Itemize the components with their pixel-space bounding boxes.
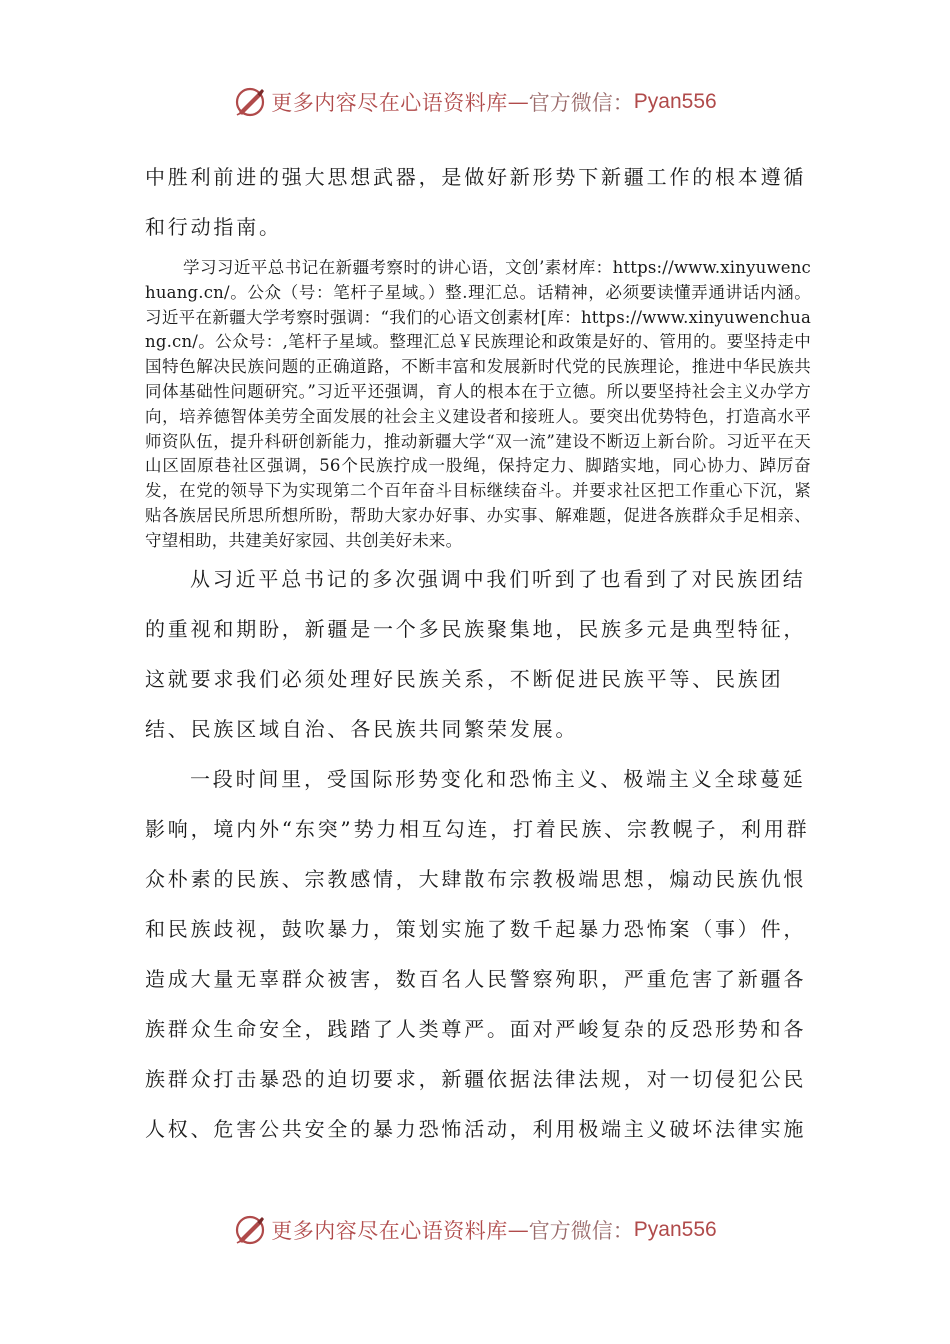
site-name-text: 更多内容尽在心语资料库 xyxy=(271,1219,508,1243)
paragraph-ethnic-unity: 从习近平总书记的多次强调中我们听到了也看到了对民族团结的重视和期盼，新疆是一个多民族聚集地，民族多元是典型特征，这就要求我们必须处理好民族关系，不断促进民族平等、民族团结、民族区域自治、各民族共同繁荣发展。 xyxy=(145,566,807,741)
banner-separator: — xyxy=(507,90,529,114)
wechat-id: Pyan556 xyxy=(633,90,717,113)
banner-separator: — xyxy=(507,1218,529,1242)
paragraph-continuation: 中胜利前进的强大思想武器，是做好新形势下新疆工作的根本遵循和行动指南。 xyxy=(145,165,807,239)
wechat-label: 官方微信： xyxy=(528,1219,634,1243)
wechat-id: Pyan556 xyxy=(633,1218,717,1241)
pen-logo-icon xyxy=(233,1213,267,1247)
document-body xyxy=(145,152,811,1154)
pen-logo-icon xyxy=(233,85,267,119)
paragraph-counter-terrorism: 一段时间里，受国际形势变化和恐怖主义、极端主义全球蔓延影响，境内外“东突”势力相互勾连，打着民族、宗教幌子，利用群众朴素的民族、宗教感情，大肆散布宗教极端思想，煽动民族仇恨和民族歧视，鼓吹暴力，策划实施了数千起暴力恐怖案（事）件，造成大量无辜群众被害，数百名人民警察殉职，严重危害了新疆各族群众生命安全，践踏了人类尊严。面对严峻复杂的反恐形势和各族群众打击暴恐的迫切要求，新疆依据法律法规，对一切侵犯公民人权、危害公共安全的暴力恐怖活动，利用极端主义破坏法律实施 xyxy=(145,766,810,1141)
paragraph-dense-quote: 学习习近平总书记在新疆考察时的讲心语，文创’素材库：https://www.xinyuwenchuang.cn/。公众（号：笔杆子星域。）整.理汇总。话精神，必须要读懂弄通讲话内涵。习近平在新疆大学考察时强调：“我们的心语文创素材[库：https://www.xinyuwenchuang.cn/。公众号：,笔杆子星域。整理汇总￥民族理论和政策是好的、管用的。要坚持走中国特色解决民族问题的正确道路，不断丰富和发展新时代党的民族理论，推进中华民族共同体基础性问题研究。”习近平还强调，育人的根本在于立德。所以要坚持社会主义办学方向，培养德智体美劳全面发展的社会主义建设者和接班人。要突出优势特色，打造高水平师资队伍，提升科研创新能力，推动新疆大学“双一流”建设不断迈上新台阶。习近平在天山区固原巷社区强调，56个民族拧成一股绳，保持定力、脚踏实地，同心协力、踔厉奋发，在党的领导下为实现第二个百年奋斗目标继续奋斗。并要求社区把工作重心下沉，紧贴各族居民所思所想所盼，帮助大家办好事、办实事、解难题，促进各族群众手足相亲、守望相助，共建美好家园、共创美好未来。 xyxy=(145,258,811,550)
footer-banner xyxy=(0,1210,950,1250)
header-banner xyxy=(0,82,950,122)
wechat-label: 官方微信： xyxy=(528,91,634,115)
site-name-text: 更多内容尽在心语资料库 xyxy=(271,91,508,115)
